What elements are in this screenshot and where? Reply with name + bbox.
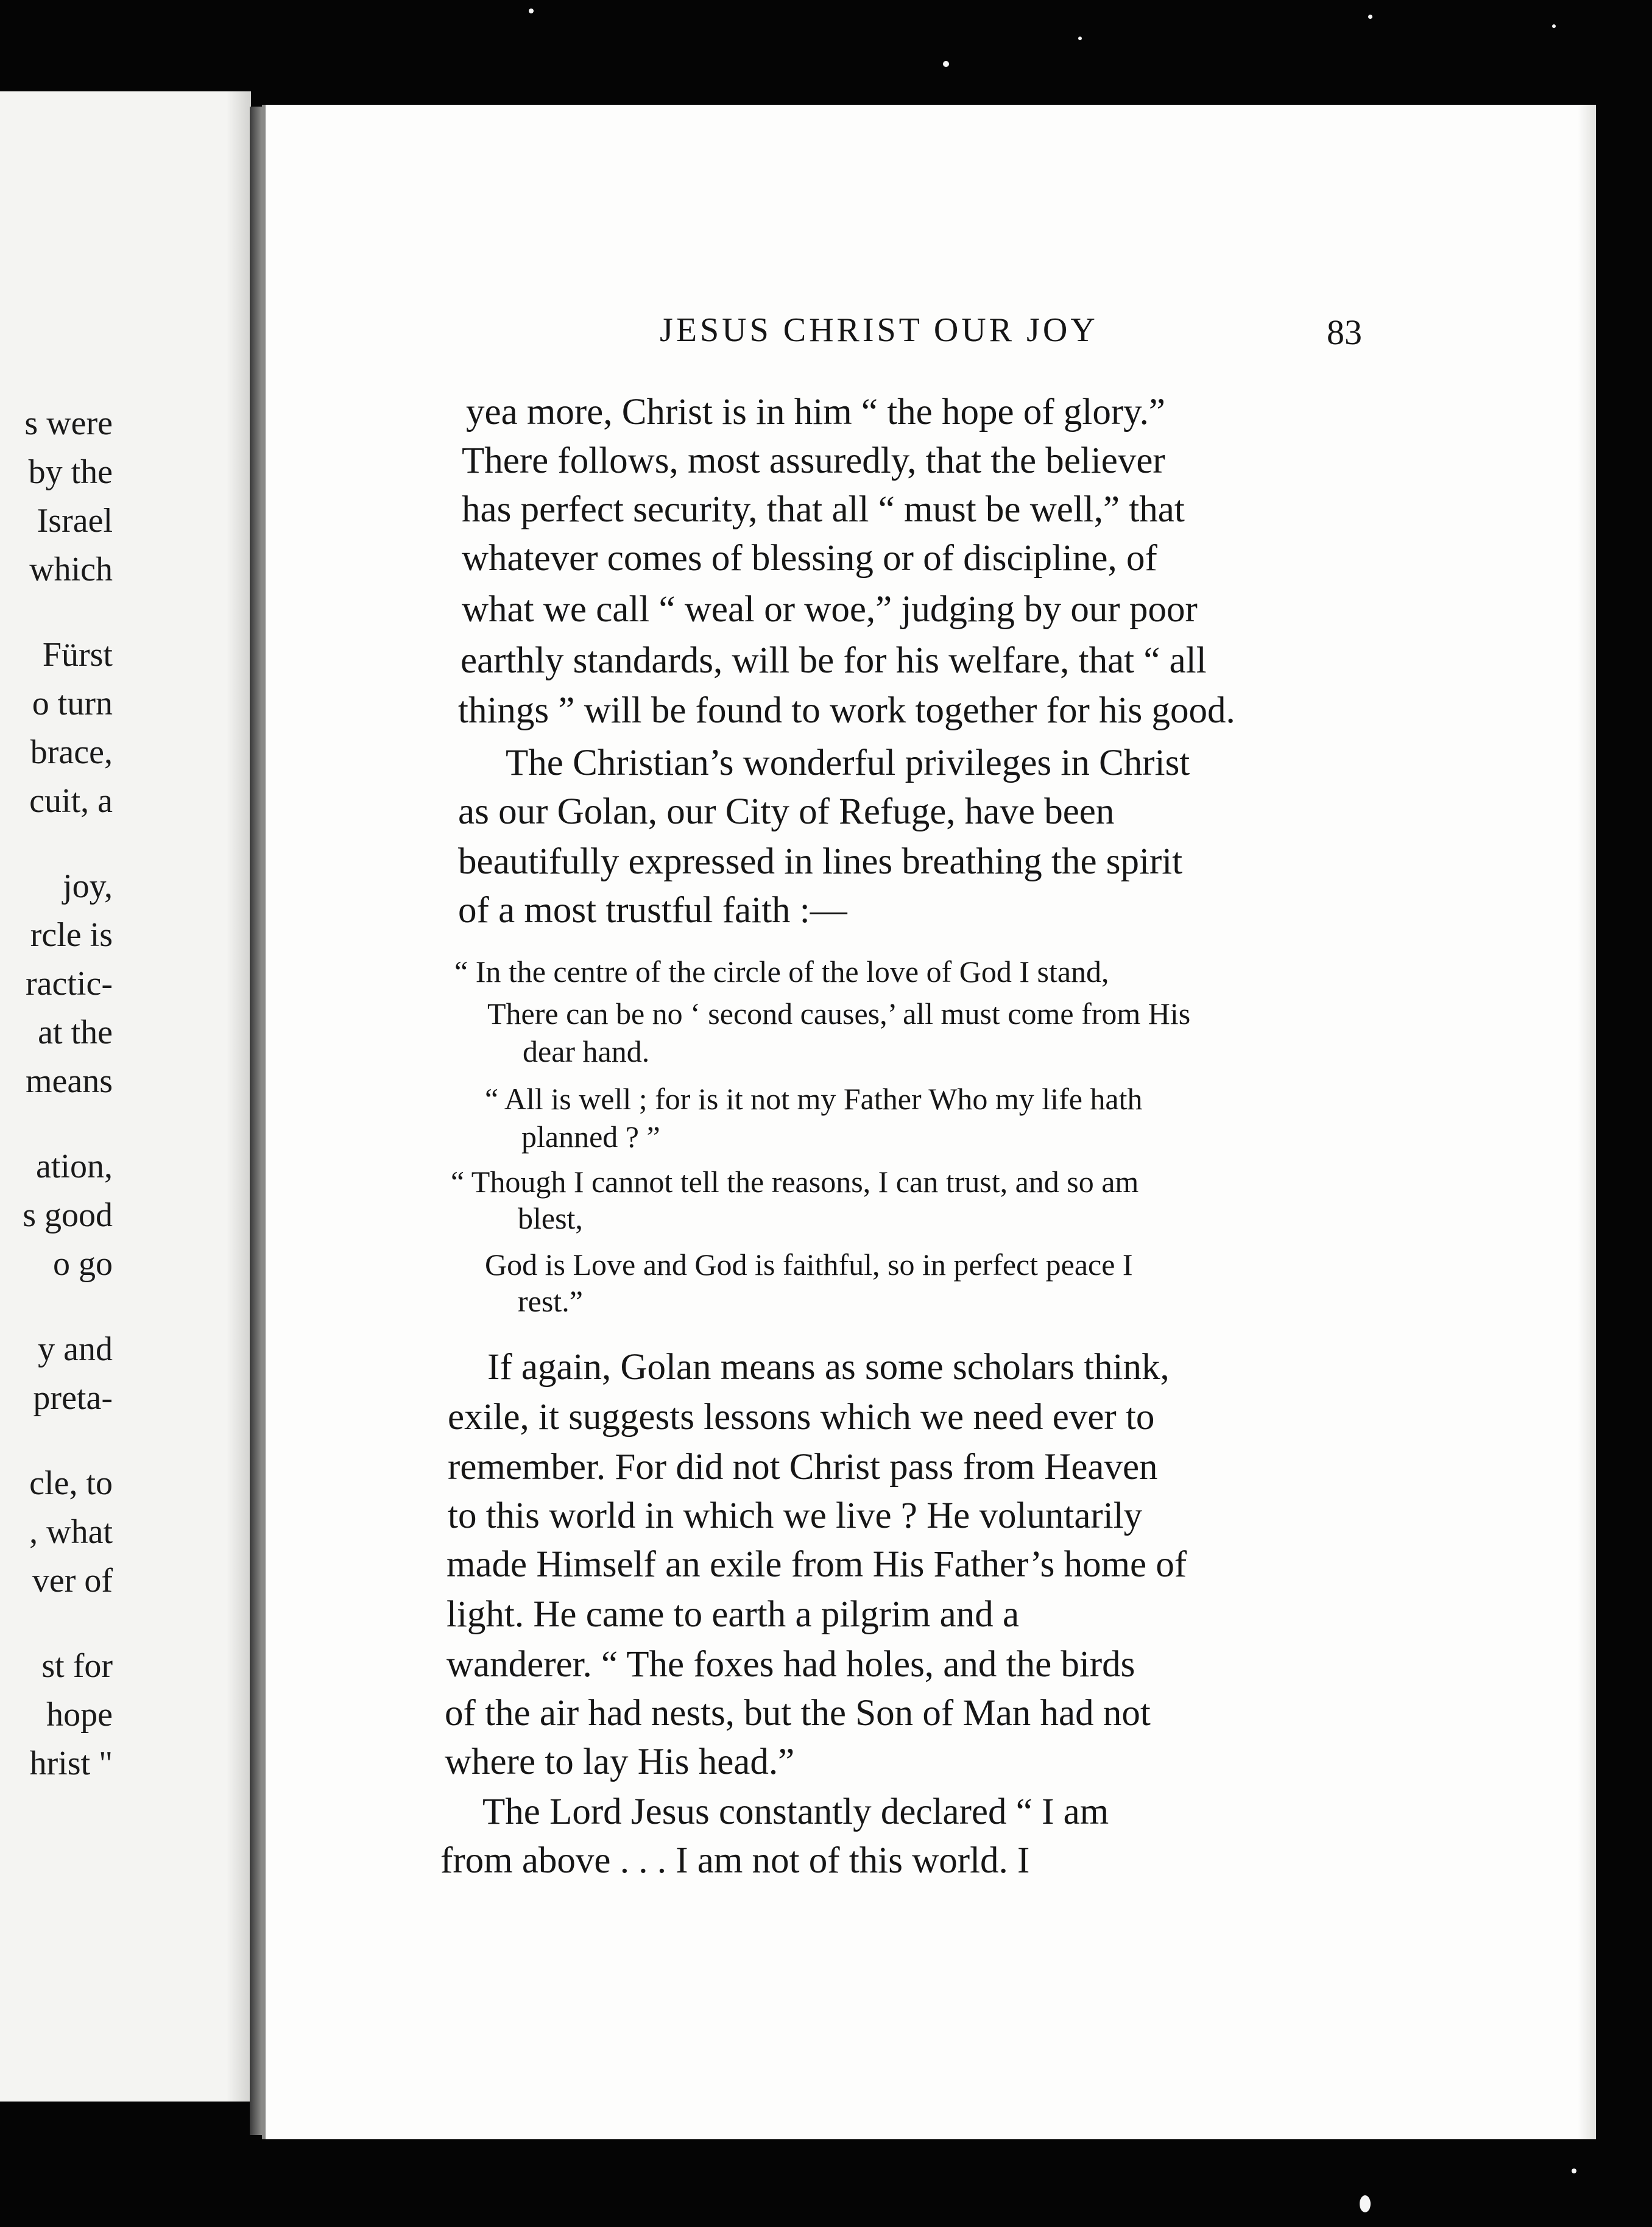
left-page-fragment: means — [25, 1062, 113, 1100]
left-page — [0, 91, 251, 2102]
left-page-fragment: by the — [28, 453, 113, 491]
left-page-fragment: joy, — [63, 867, 113, 905]
left-page-fragment: , what — [29, 1513, 113, 1551]
verse-line: dear hand. — [523, 1034, 650, 1068]
dust-speck — [1078, 37, 1082, 40]
dust-speck — [1360, 2195, 1371, 2212]
left-page-fragment: ractic- — [26, 965, 113, 1003]
left-page-fragment: ation, — [36, 1148, 113, 1185]
left-page-fragment: s were — [24, 404, 113, 442]
running-head: JESUS CHRIST OUR JOY — [660, 311, 1098, 349]
text-line: where to lay His head.” — [445, 1742, 795, 1782]
verse-line: There can be no ‘ second causes,’ all must come from His — [487, 997, 1191, 1031]
page-number: 83 — [1327, 312, 1362, 352]
dust-speck — [1368, 15, 1372, 19]
dust-speck — [1552, 24, 1556, 28]
text-line: The Lord Jesus constantly declared “ I am — [482, 1791, 1109, 1832]
verse-line: planned ? ” — [521, 1120, 660, 1154]
left-page-fragment: Israel — [37, 502, 113, 540]
verse-line: “ All is well ; for is it not my Father Who my life hath — [485, 1082, 1143, 1116]
verse-line: “ Though I cannot tell the reasons, I can trust, and so am — [451, 1165, 1139, 1199]
text-line: If again, Golan means as some scholars think, — [487, 1347, 1170, 1388]
left-page-fragment: which — [29, 551, 113, 588]
left-page-fragment: o go — [53, 1245, 113, 1283]
text-line: has perfect security, that all “ must be well,” that — [462, 489, 1185, 530]
text-line: yea more, Christ is in him “ the hope of glory.” — [466, 392, 1166, 432]
left-page-fragment: s good — [23, 1196, 113, 1234]
left-page-fragment: ver of — [32, 1562, 113, 1600]
verse-line: blest, — [518, 1201, 583, 1235]
text-line: from above . . . I am not of this world. I — [440, 1840, 1030, 1881]
left-page-fragment: preta- — [33, 1379, 113, 1417]
left-page-fragment: st for — [41, 1647, 113, 1685]
text-line: made Himself an exile from His Father’s home of — [447, 1544, 1187, 1585]
text-line: as our Golan, our City of Refuge, have been — [458, 791, 1115, 832]
left-page-fragment: brace, — [30, 733, 113, 771]
right-page-edge — [1578, 105, 1596, 2139]
left-page-fragment: cuit, a — [29, 782, 113, 820]
text-line: beautifully expressed in lines breathing the spirit — [458, 841, 1183, 882]
verse-line: God is Love and God is faithful, so in perfect peace I — [485, 1248, 1133, 1282]
verse-line: rest.” — [518, 1284, 583, 1318]
verse-line: “ In the centre of the circle of the love of God I stand, — [454, 955, 1109, 989]
text-line: light. He came to earth a pilgrim and a — [447, 1594, 1020, 1635]
dust-speck — [943, 61, 949, 67]
left-page-fragment: Fürst — [42, 636, 113, 674]
left-page-fragment: rcle is — [30, 916, 113, 954]
text-line: whatever comes of blessing or of discipline, of — [462, 538, 1157, 579]
text-line: wanderer. “ The foxes had holes, and the birds — [447, 1644, 1135, 1685]
text-line: of the air had nests, but the Son of Man had not — [445, 1693, 1151, 1734]
text-line: what we call “ weal or woe,” judging by our poor — [462, 589, 1198, 630]
text-line: There follows, most assuredly, that the believer — [462, 440, 1165, 481]
text-line: things ” will be found to work together for his good. — [458, 690, 1235, 731]
left-page-fragment: y and — [38, 1330, 113, 1368]
text-line: of a most trustful faith :— — [458, 890, 847, 931]
text-line: to this world in which we live ? He voluntarily — [448, 1495, 1143, 1536]
left-page-gutter — [227, 91, 251, 2102]
left-page-fragment: at the — [38, 1014, 113, 1051]
dust-speck — [529, 9, 534, 13]
text-line: earthly standards, will be for his welfare, that “ all — [461, 640, 1207, 681]
left-page-fragment: cle, to — [29, 1464, 113, 1502]
left-page-fragment: hope — [46, 1696, 113, 1734]
left-page-fragment: o turn — [32, 685, 113, 722]
left-page-fragment: hrist " — [29, 1745, 113, 1782]
dust-speck — [1572, 2169, 1576, 2173]
text-line: exile, it suggests lessons which we need ever to — [448, 1397, 1155, 1438]
text-line: The Christian’s wonderful privileges in Christ — [506, 743, 1190, 783]
text-line: remember. For did not Christ pass from Heaven — [448, 1447, 1158, 1488]
